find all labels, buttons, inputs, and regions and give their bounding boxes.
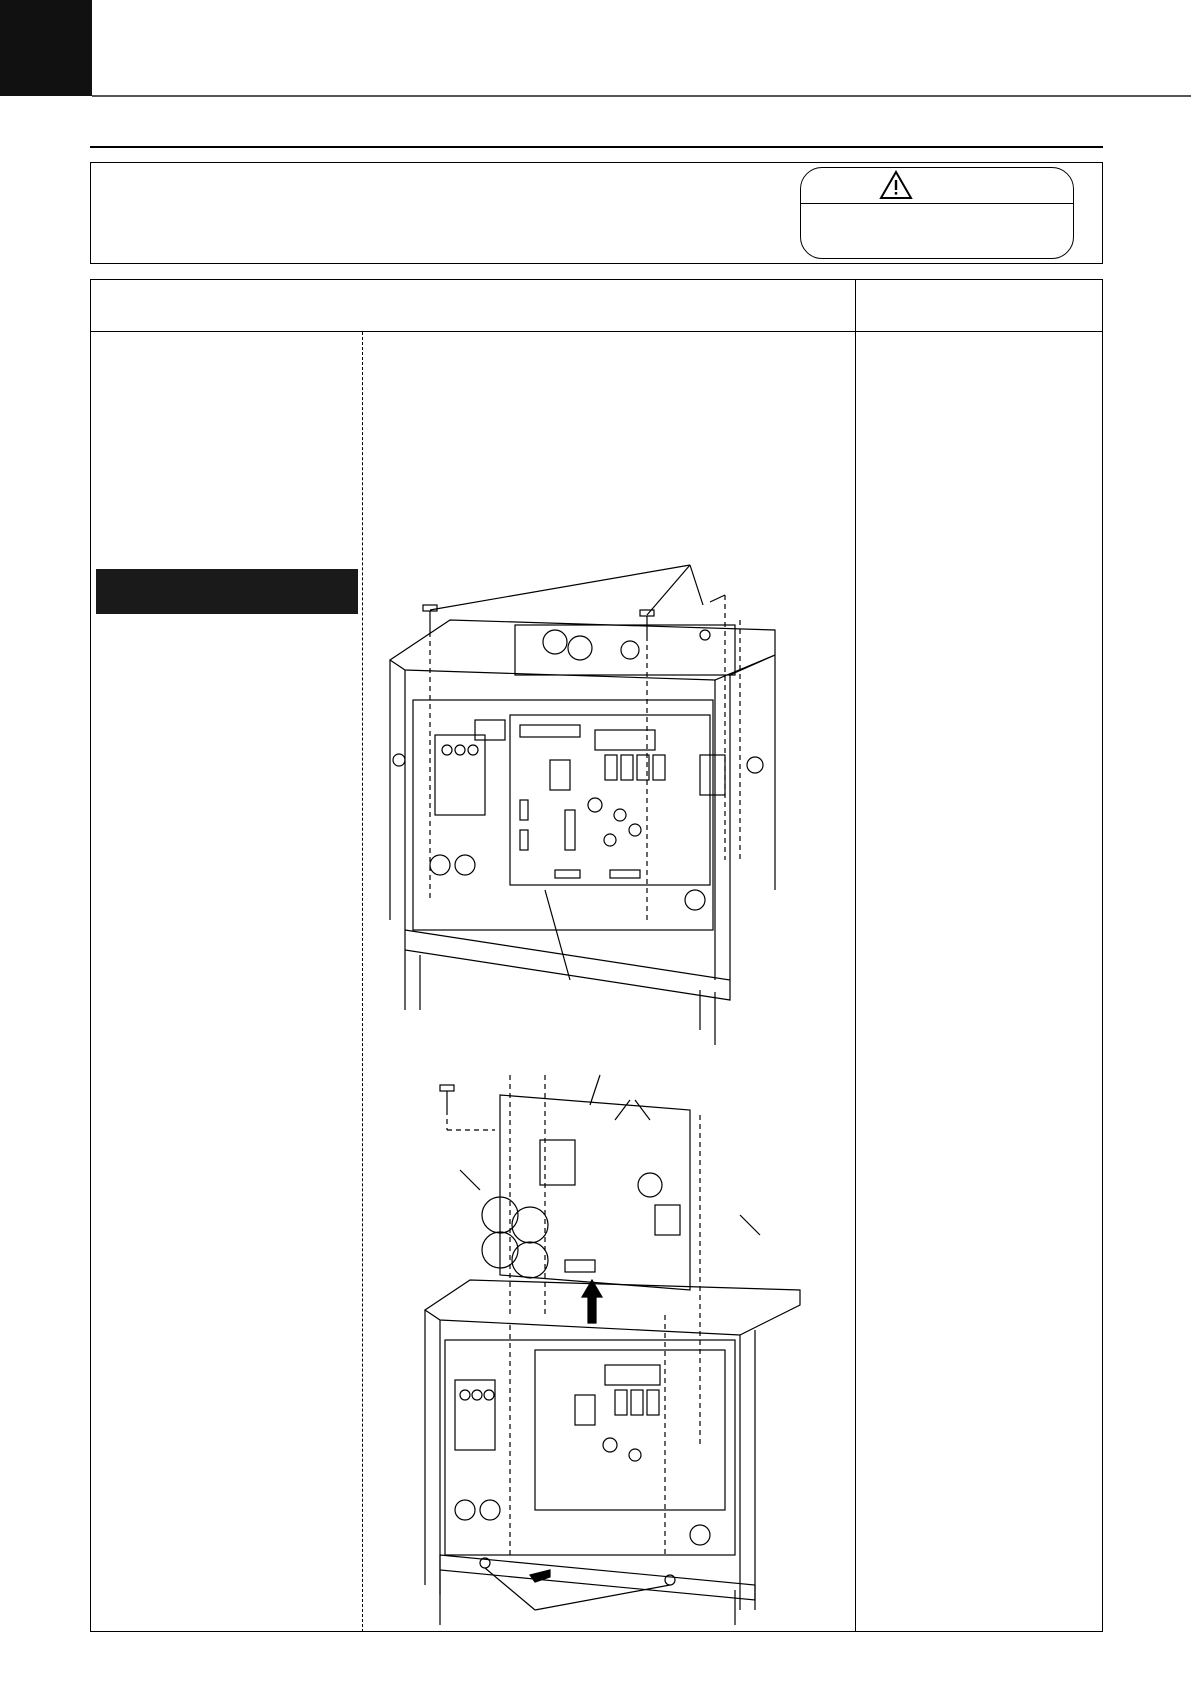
step-label-bar — [96, 569, 358, 614]
header-rule — [92, 95, 1191, 97]
pcb-board — [535, 1350, 725, 1510]
step-column-divider — [362, 332, 363, 1632]
pcb-board — [510, 715, 710, 885]
control-box-upper-illustration — [385, 560, 830, 1045]
caution-divider — [801, 203, 1073, 204]
screw-icon — [640, 610, 654, 636]
table-header-divider — [90, 331, 1103, 332]
notes-column-divider — [855, 279, 856, 1632]
caution-box — [800, 167, 1074, 259]
lift-arrow-icon — [582, 1280, 602, 1323]
control-box-lower-illustration — [410, 1065, 810, 1625]
screw-icon — [440, 1085, 454, 1110]
chapter-tab — [0, 0, 92, 96]
warning-triangle-icon — [879, 170, 913, 200]
section-rule — [90, 146, 1103, 148]
